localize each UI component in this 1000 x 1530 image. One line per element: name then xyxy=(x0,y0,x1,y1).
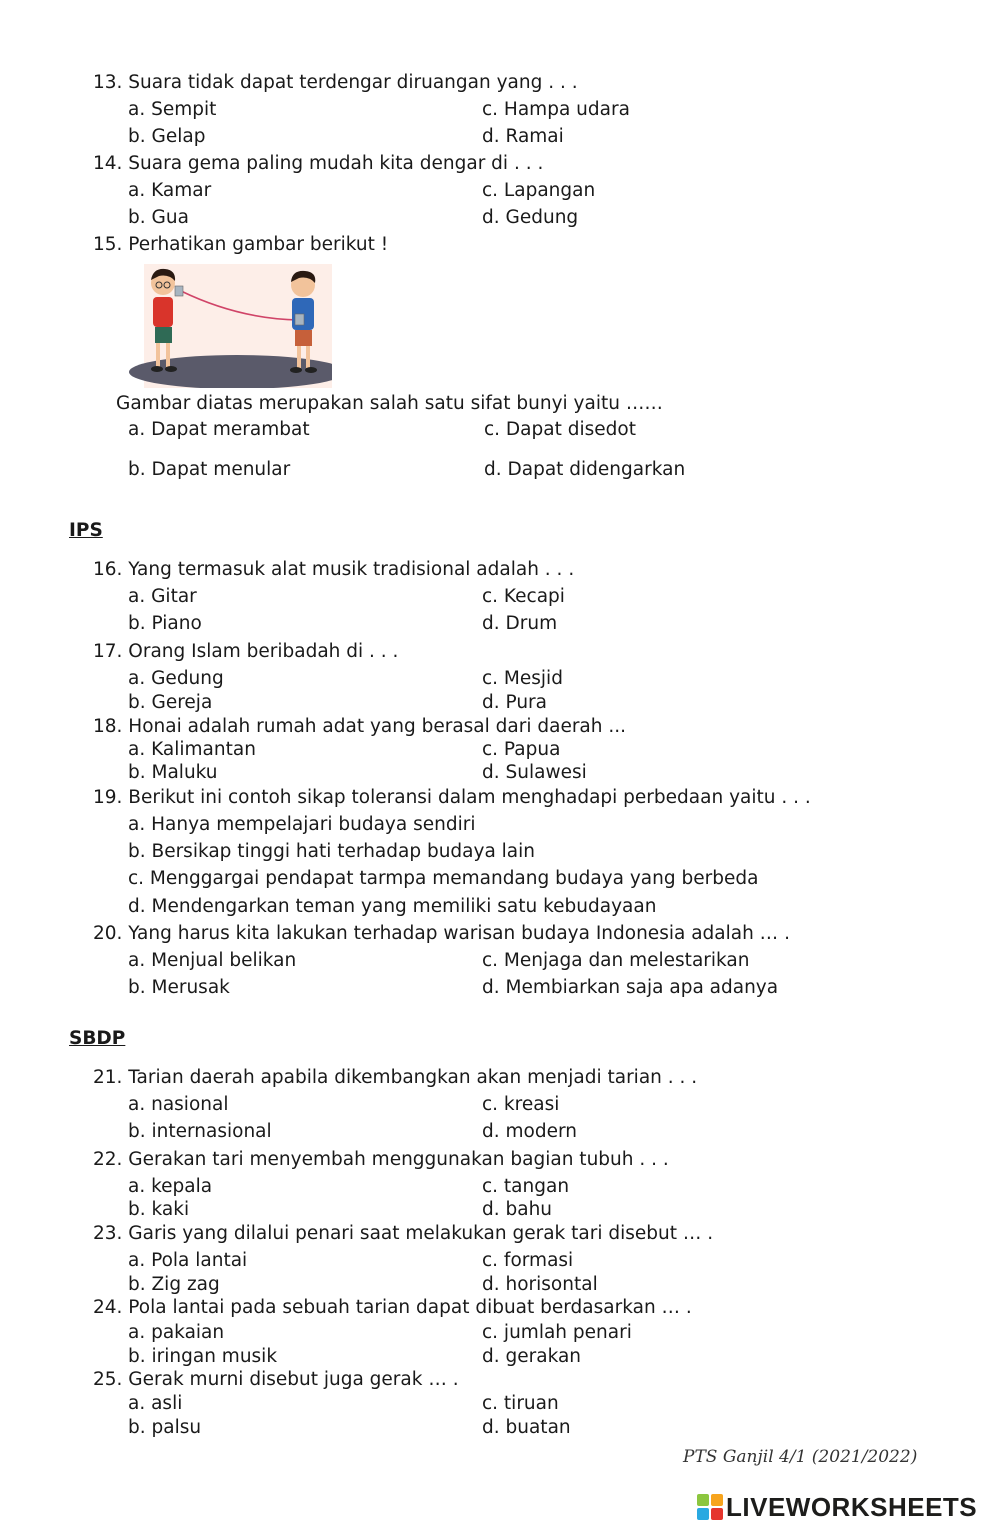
q20-option-b[interactable]: b. Merusak xyxy=(128,977,230,998)
q15-option-d[interactable]: d. Dapat didengarkan xyxy=(484,459,686,480)
q24-option-c[interactable]: c. jumlah penari xyxy=(482,1322,632,1343)
q16-option-a[interactable]: a. Gitar xyxy=(128,586,197,607)
q21-option-c[interactable]: c. kreasi xyxy=(482,1094,560,1115)
question-14: 14. Suara gema paling mudah kita dengar di . . . xyxy=(93,153,544,174)
q25-option-c[interactable]: c. tiruan xyxy=(482,1393,559,1414)
q20-option-d[interactable]: d. Membiarkan saja apa adanya xyxy=(482,977,779,998)
question-23: 23. Garis yang dilalui penari saat melakukan gerak tari disebut … . xyxy=(93,1223,714,1244)
q14-option-c[interactable]: c. Lapangan xyxy=(482,180,596,201)
question-17: 17. Orang Islam beribadah di . . . xyxy=(93,641,399,662)
q18-option-b[interactable]: b. Maluku xyxy=(128,762,218,783)
q25-option-a[interactable]: a. asli xyxy=(128,1393,183,1414)
q15-option-c[interactable]: c. Dapat disedot xyxy=(484,419,636,440)
q24-option-a[interactable]: a. pakaian xyxy=(128,1322,225,1343)
q17-option-d[interactable]: d. Pura xyxy=(482,692,548,713)
q22-option-b[interactable]: b. kaki xyxy=(128,1199,190,1220)
question-18: 18. Honai adalah rumah adat yang berasal dari daerah ... xyxy=(93,716,627,737)
question-19: 19. Berikut ini contoh sikap toleransi dalam menghadapi perbedaan yaitu . . . xyxy=(93,787,811,808)
question-21: 21. Tarian daerah apabila dikembangkan akan menjadi tarian . . . xyxy=(93,1067,698,1088)
question-25: 25. Gerak murni disebut juga gerak … . xyxy=(93,1369,459,1390)
q15-option-b[interactable]: b. Dapat menular xyxy=(128,459,291,480)
q24-option-b[interactable]: b. iringan musik xyxy=(128,1346,278,1367)
footer-exam-label: PTS Ganjil 4/1 (2021/2022) xyxy=(683,1447,918,1467)
question-13: 13. Suara tidak dapat terdengar diruangan yang . . . xyxy=(93,72,578,93)
q20-option-c[interactable]: c. Menjaga dan melestarikan xyxy=(482,950,750,971)
q15-stem: Gambar diatas merupakan salah satu sifat bunyi yaitu …… xyxy=(116,393,663,414)
liveworksheets-logo[interactable] xyxy=(697,1492,977,1522)
q21-option-b[interactable]: b. internasional xyxy=(128,1121,272,1142)
q21-option-d[interactable]: d. modern xyxy=(482,1121,577,1142)
q23-option-d[interactable]: d. horisontal xyxy=(482,1274,598,1295)
q18-option-d[interactable]: d. Sulawesi xyxy=(482,762,587,783)
q14-option-b[interactable]: b. Gua xyxy=(128,207,189,228)
section-heading-ips: IPS xyxy=(69,520,103,541)
q23-option-a[interactable]: a. Pola lantai xyxy=(128,1250,248,1271)
q25-option-b[interactable]: b. palsu xyxy=(128,1417,202,1438)
q22-option-c[interactable]: c. tangan xyxy=(482,1176,570,1197)
q13-option-a[interactable]: a. Sempit xyxy=(128,99,217,120)
q23-option-b[interactable]: b. Zig zag xyxy=(128,1274,220,1295)
q13-option-c[interactable]: c. Hampa udara xyxy=(482,99,630,120)
liveworksheets-wordmark: LIVEWORKSHEETS xyxy=(726,1491,978,1522)
question-15: 15. Perhatikan gambar berikut ! xyxy=(93,234,389,255)
q13-option-b[interactable]: b. Gelap xyxy=(128,126,206,147)
q18-option-c[interactable]: c. Papua xyxy=(482,739,561,760)
question-16: 16. Yang termasuk alat musik tradisional adalah . . . xyxy=(93,559,575,580)
q16-option-c[interactable]: c. Kecapi xyxy=(482,586,565,607)
q19-option-b[interactable]: b. Bersikap tinggi hati terhadap budaya lain xyxy=(128,841,536,862)
q22-option-d[interactable]: d. bahu xyxy=(482,1199,553,1220)
q14-option-d[interactable]: d. Gedung xyxy=(482,207,579,228)
q17-option-a[interactable]: a. Gedung xyxy=(128,668,224,689)
q23-option-c[interactable]: c. formasi xyxy=(482,1250,574,1271)
q17-option-c[interactable]: c. Mesjid xyxy=(482,668,563,689)
q15-option-a[interactable]: a. Dapat merambat xyxy=(128,419,310,440)
q19-option-c[interactable]: c. Menggargai pendapat tarmpa memandang budaya yang berbeda xyxy=(128,868,759,889)
q14-option-a[interactable]: a. Kamar xyxy=(128,180,212,201)
question-24: 24. Pola lantai pada sebuah tarian dapat dibuat berdasarkan … . xyxy=(93,1297,692,1318)
q19-option-a[interactable]: a. Hanya mempelajari budaya sendiri xyxy=(128,814,476,835)
q13-option-d[interactable]: d. Ramai xyxy=(482,126,564,147)
q25-option-d[interactable]: d. buatan xyxy=(482,1417,571,1438)
tin-can-telephone-illustration xyxy=(129,264,332,388)
q22-option-a[interactable]: a. kepala xyxy=(128,1176,213,1197)
q20-option-a[interactable]: a. Menjual belikan xyxy=(128,950,297,971)
q24-option-d[interactable]: d. gerakan xyxy=(482,1346,582,1367)
q19-option-d[interactable]: d. Mendengarkan teman yang memiliki satu kebudayaan xyxy=(128,896,657,917)
question-22: 22. Gerakan tari menyembah menggunakan bagian tubuh . . . xyxy=(93,1149,669,1170)
q17-option-b[interactable]: b. Gereja xyxy=(128,692,213,713)
q16-option-d[interactable]: d. Drum xyxy=(482,613,558,634)
q18-option-a[interactable]: a. Kalimantan xyxy=(128,739,256,760)
question-20: 20. Yang harus kita lakukan terhadap warisan budaya Indonesia adalah … . xyxy=(93,923,790,944)
liveworksheets-mark-icon xyxy=(697,1494,723,1520)
q16-option-b[interactable]: b. Piano xyxy=(128,613,202,634)
section-heading-sbdp: SBDP xyxy=(69,1028,126,1049)
q21-option-a[interactable]: a. nasional xyxy=(128,1094,229,1115)
